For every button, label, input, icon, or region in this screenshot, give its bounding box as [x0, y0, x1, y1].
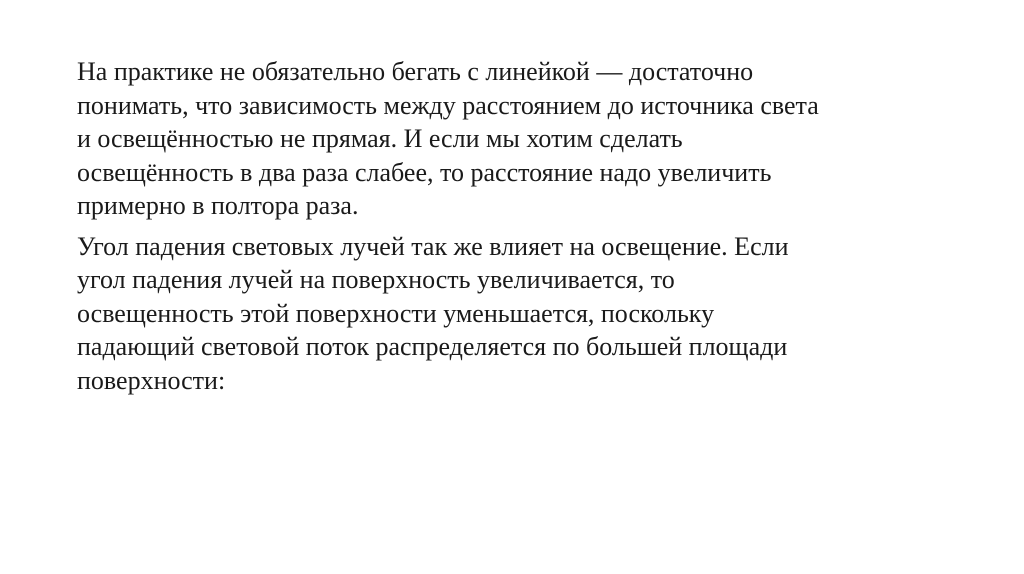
paragraph-angle: Угол падения световых лучей так же влияет на освещение. Если угол падения лучей на поверхность увеличивается, то освещенность этой поверхности уменьшается, поскольку падающий световой поток распределяется по большей площади поверхности:	[77, 231, 789, 395]
paragraph-distance: На практике не обязательно бегать с линейкой — достаточно понимать, что зависимость между расстоянием до источника света и освещённостью не прямая. И если мы хотим сделать освещённость в два раза слабее, то расстояние надо увеличить примерно в полтора раза.	[77, 57, 819, 220]
slide-text-body	[77, 55, 957, 404]
